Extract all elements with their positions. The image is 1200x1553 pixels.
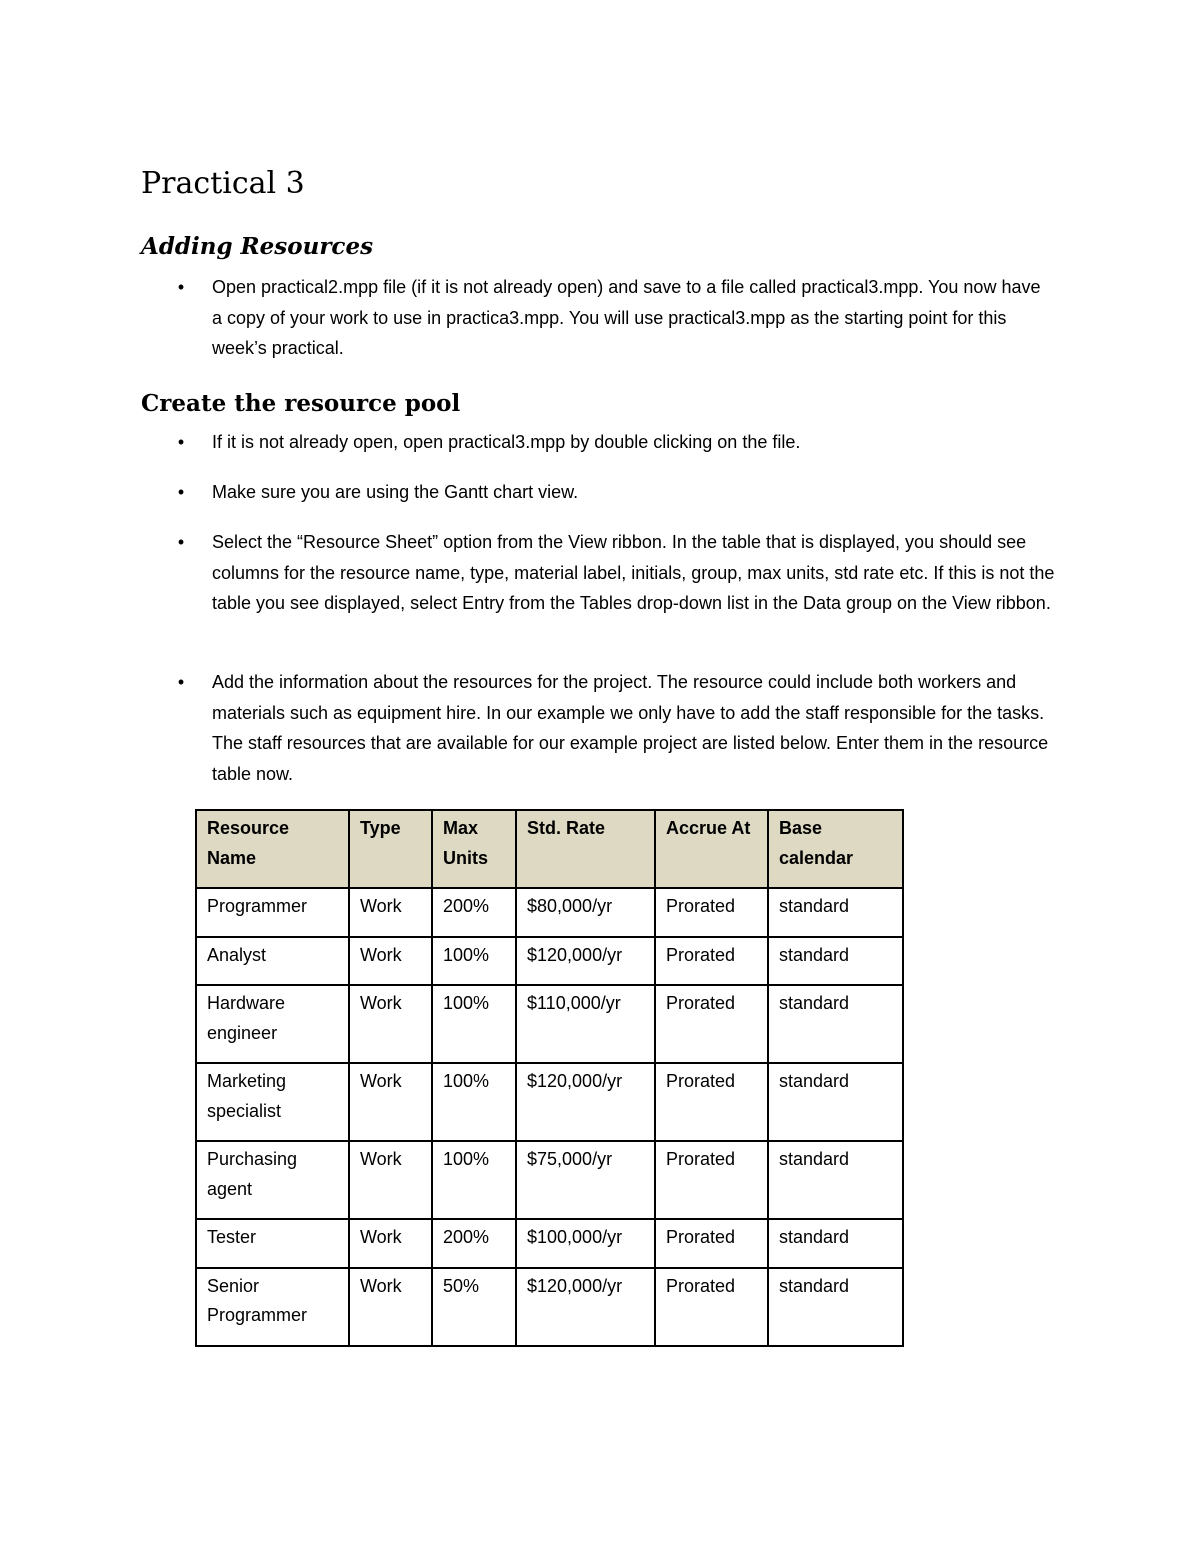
bullet-text: Add the information about the resources for the project. The resource could include both workers and materials such as equipment hire. In our example we only have to add the staff responsible for the tasks. The staff resources that are available for our example project are listed below. Enter them in the resource table now. [212,672,1049,784]
cell-accrue-at: Prorated [655,888,768,937]
cell-base-calendar: standard [768,888,903,937]
column-header-type: Type [349,810,432,888]
cell-max-units: 100% [432,1063,516,1141]
cell-base-calendar: standard [768,1268,903,1346]
table-row [196,1219,903,1268]
cell-resource-name: Tester [196,1219,349,1268]
cell-type: Work [349,985,432,1063]
cell-base-calendar: standard [768,1063,903,1141]
cell-base-calendar: standard [768,937,903,986]
cell-std-rate: $120,000/yr [516,1063,655,1141]
cell-max-units: 200% [432,888,516,937]
bullet-text: If it is not already open, open practical3.mpp by double clicking on the file. [212,432,801,452]
column-header-base-calendar: Base calendar [768,810,903,888]
page-title: Practical 3 [141,166,305,201]
cell-resource-name: Senior Programmer [196,1268,349,1346]
bullet-icon: • [177,672,185,692]
cell-accrue-at: Prorated [655,1268,768,1346]
cell-resource-name: Marketing specialist [196,1063,349,1141]
list-item [175,667,1055,789]
cell-type: Work [349,1141,432,1219]
list-item [175,272,1055,364]
cell-type: Work [349,1063,432,1141]
resource-table [195,809,904,1347]
column-header-max-units: Max Units [432,810,516,888]
cell-max-units: 50% [432,1268,516,1346]
cell-base-calendar: standard [768,1141,903,1219]
cell-type: Work [349,1219,432,1268]
cell-accrue-at: Prorated [655,985,768,1063]
cell-type: Work [349,1268,432,1346]
cell-type: Work [349,888,432,937]
bullet-icon: • [177,532,185,552]
cell-max-units: 200% [432,1219,516,1268]
cell-accrue-at: Prorated [655,1141,768,1219]
cell-resource-name: Programmer [196,888,349,937]
column-header-resource-name: Resource Name [196,810,349,888]
column-header-std-rate: Std. Rate [516,810,655,888]
list-item [175,477,1055,508]
cell-base-calendar: standard [768,1219,903,1268]
cell-accrue-at: Prorated [655,1063,768,1141]
cell-accrue-at: Prorated [655,937,768,986]
bullet-text: Open practical2.mpp file (if it is not already open) and save to a file called practical3.mpp. You now have a copy of your work to use in practica3.mpp. You will use practical3.mpp as the starting point for this week’s practical. [212,277,1041,358]
cell-std-rate: $110,000/yr [516,985,655,1063]
section-heading: Create the resource pool [141,390,461,417]
cell-resource-name: Hardware engineer [196,985,349,1063]
bullet-icon: • [177,432,185,452]
cell-std-rate: $120,000/yr [516,1268,655,1346]
bullet-text: Make sure you are using the Gantt chart view. [212,482,579,502]
cell-accrue-at: Prorated [655,1219,768,1268]
column-header-accrue-at: Accrue At [655,810,768,888]
bullet-text: Select the “Resource Sheet” option from the View ribbon. In the table that is displayed, you should see columns for the resource name, type, material label, initials, group, max units, std rate etc. If this is not the table you see displayed, select Entry from the Tables drop-down list in the Data group on the View ribbon. [212,532,1055,613]
cell-max-units: 100% [432,985,516,1063]
table-header-row [196,810,903,888]
cell-max-units: 100% [432,1141,516,1219]
list-item [175,527,1055,619]
cell-resource-name: Analyst [196,937,349,986]
cell-std-rate: $80,000/yr [516,888,655,937]
table-row [196,888,903,937]
subtitle-adding-resources: Adding Resources [141,233,374,260]
cell-base-calendar: standard [768,985,903,1063]
bullet-icon: • [177,277,185,297]
cell-std-rate: $100,000/yr [516,1219,655,1268]
cell-type: Work [349,937,432,986]
cell-std-rate: $120,000/yr [516,937,655,986]
list-item [175,427,1055,458]
cell-resource-name: Purchasing agent [196,1141,349,1219]
cell-max-units: 100% [432,937,516,986]
table-row [196,1063,903,1141]
bullet-icon: • [177,482,185,502]
table-row [196,1268,903,1346]
table-row [196,1141,903,1219]
table-row [196,937,903,986]
table-row [196,985,903,1063]
cell-std-rate: $75,000/yr [516,1141,655,1219]
